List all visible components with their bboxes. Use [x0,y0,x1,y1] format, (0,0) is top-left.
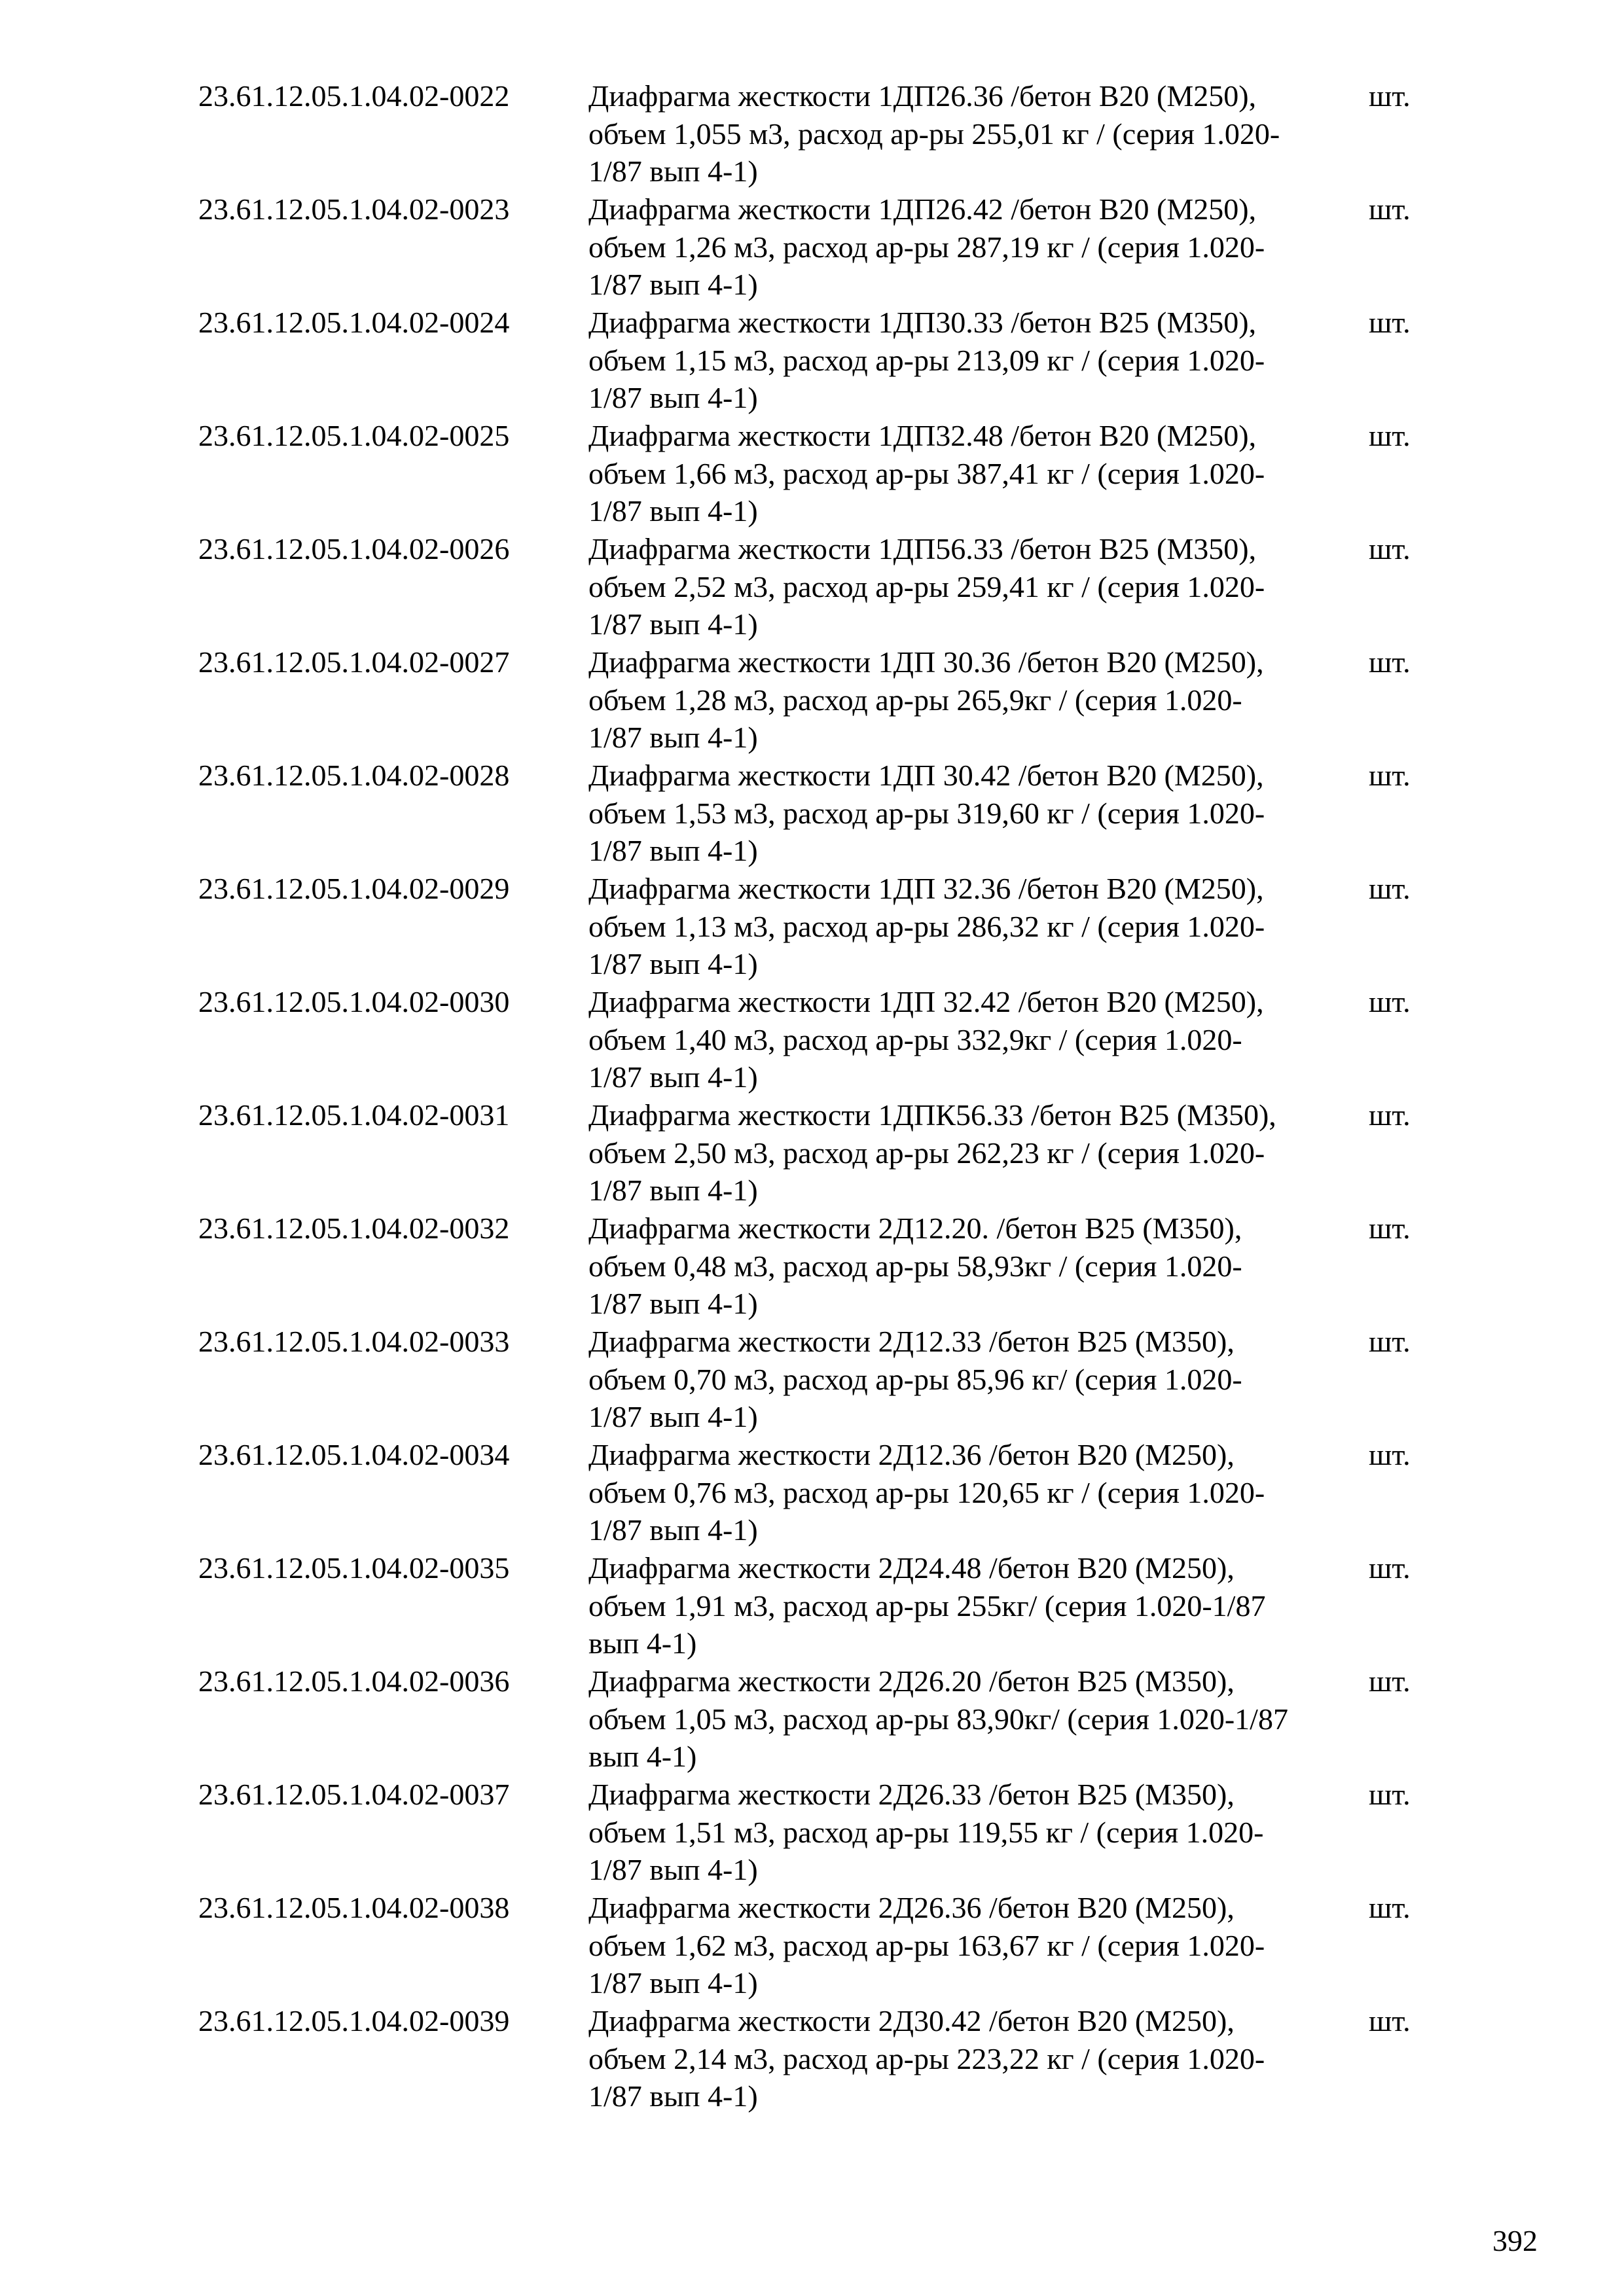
item-code: 23.61.12.05.1.04.02-0023 [198,192,510,226]
item-unit: шт. [1369,419,1411,452]
item-code: 23.61.12.05.1.04.02-0029 [198,872,510,905]
item-description: Диафрагма жесткости 2Д26.20 /бетон В25 (М350), объем 1,05 м3, расход ар-ры 83,90кг/ (серия 1.020-1/87 вып 4-1) [588,1664,1288,1774]
item-description: Диафрагма жесткости 2Д12.33 /бетон В25 (М350), объем 0,70 м3, расход ар-ры 85,96 кг/ (серия 1.020- 1/87 вып 4-1) [588,1325,1242,1434]
item-unit: шт. [1369,1438,1411,1471]
item-description: Диафрагма жесткости 2Д12.20. /бетон В25 (М350), объем 0,48 м3, расход ар-ры 58,93кг / (серия 1.020- 1/87 вып 4-1) [588,1211,1242,1321]
item-unit: шт. [1369,872,1411,905]
item-code: 23.61.12.05.1.04.02-0039 [198,2004,510,2037]
list-item [198,304,1442,417]
item-unit: шт. [1369,985,1411,1018]
item-unit: шт. [1369,306,1411,339]
item-unit: шт. [1369,1664,1411,1698]
item-description: Диафрагма жесткости 1ДП 30.42 /бетон В20 (М250), объем 1,53 м3, расход ар-ры 319,60 кг / (серия 1.020- 1/87 вып 4-1) [588,759,1265,868]
list-item [198,1210,1442,1323]
page-number: 392 [1492,2224,1538,2257]
item-code: 23.61.12.05.1.04.02-0022 [198,79,510,113]
list-item [198,417,1442,530]
list-item [198,530,1442,643]
item-unit: шт. [1369,645,1411,679]
item-description: Диафрагма жесткости 1ДП56.33 /бетон В25 (М350), объем 2,52 м3, расход ар-ры 259,41 кг / (серия 1.020- 1/87 вып 4-1) [588,532,1265,641]
item-description: Диафрагма жесткости 1ДП 32.36 /бетон В20 (М250), объем 1,13 м3, расход ар-ры 286,32 кг / (серия 1.020- 1/87 вып 4-1) [588,872,1265,981]
item-description: Диафрагма жесткости 2Д12.36 /бетон В20 (М250), объем 0,76 м3, расход ар-ры 120,65 кг / (серия 1.020- 1/87 вып 4-1) [588,1438,1265,1547]
item-code: 23.61.12.05.1.04.02-0026 [198,532,510,565]
item-unit: шт. [1369,192,1411,226]
item-unit: шт. [1369,79,1411,113]
list-item [198,983,1442,1096]
item-code: 23.61.12.05.1.04.02-0037 [198,1778,510,1811]
list-item [198,77,1442,190]
list-item [198,1549,1442,1662]
list-item [198,1436,1442,1549]
item-unit: шт. [1369,1891,1411,1924]
item-description: Диафрагма жесткости 1ДП26.36 /бетон В20 (М250), объем 1,055 м3, расход ар-ры 255,01 кг / (серия 1.020- 1/87 вып 4-1) [588,79,1280,188]
item-description: Диафрагма жесткости 1ДП26.42 /бетон В20 (М250), объем 1,26 м3, расход ар-ры 287,19 кг / (серия 1.020- 1/87 вып 4-1) [588,192,1265,302]
item-code: 23.61.12.05.1.04.02-0028 [198,759,510,792]
list-item [198,1323,1442,1436]
price-list [198,77,1442,2115]
item-unit: шт. [1369,2004,1411,2037]
item-description: Диафрагма жесткости 1ДП30.33 /бетон В25 (М350), объем 1,15 м3, расход ар-ры 213,09 кг / (серия 1.020- 1/87 вып 4-1) [588,306,1265,415]
item-code: 23.61.12.05.1.04.02-0025 [198,419,510,452]
item-code: 23.61.12.05.1.04.02-0024 [198,306,510,339]
item-unit: шт. [1369,1098,1411,1132]
item-code: 23.61.12.05.1.04.02-0033 [198,1325,510,1358]
item-code: 23.61.12.05.1.04.02-0027 [198,645,510,679]
item-description: Диафрагма жесткости 1ДП 30.36 /бетон В20 (М250), объем 1,28 м3, расход ар-ры 265,9кг / (серия 1.020- 1/87 вып 4-1) [588,645,1264,755]
item-code: 23.61.12.05.1.04.02-0035 [198,1551,510,1585]
list-item [198,757,1442,870]
item-description: Диафрагма жесткости 1ДПК56.33 /бетон В25 (М350), объем 2,50 м3, расход ар-ры 262,23 кг / (серия 1.020- 1/87 вып 4-1) [588,1098,1276,1208]
list-item [198,1662,1442,1776]
item-code: 23.61.12.05.1.04.02-0036 [198,1664,510,1698]
item-unit: шт. [1369,1211,1411,1245]
item-description: Диафрагма жесткости 2Д30.42 /бетон В20 (М250), объем 2,14 м3, расход ар-ры 223,22 кг / (серия 1.020- 1/87 вып 4-1) [588,2004,1265,2113]
item-unit: шт. [1369,1325,1411,1358]
list-item [198,870,1442,983]
item-unit: шт. [1369,759,1411,792]
item-code: 23.61.12.05.1.04.02-0038 [198,1891,510,1924]
item-code: 23.61.12.05.1.04.02-0034 [198,1438,510,1471]
list-item [198,1776,1442,1889]
item-description: Диафрагма жесткости 2Д26.33 /бетон В25 (М350), объем 1,51 м3, расход ар-ры 119,55 кг / (серия 1.020- 1/87 вып 4-1) [588,1778,1264,1887]
item-unit: шт. [1369,532,1411,565]
item-description: Диафрагма жесткости 2Д26.36 /бетон В20 (М250), объем 1,62 м3, расход ар-ры 163,67 кг / (серия 1.020- 1/87 вып 4-1) [588,1891,1265,2000]
item-unit: шт. [1369,1778,1411,1811]
list-item [198,643,1442,757]
item-code: 23.61.12.05.1.04.02-0030 [198,985,510,1018]
item-description: Диафрагма жесткости 1ДП32.48 /бетон В20 (М250), объем 1,66 м3, расход ар-ры 387,41 кг / (серия 1.020- 1/87 вып 4-1) [588,419,1265,528]
list-item [198,2002,1442,2115]
item-description: Диафрагма жесткости 1ДП 32.42 /бетон В20 (М250), объем 1,40 м3, расход ар-ры 332,9кг / (серия 1.020- 1/87 вып 4-1) [588,985,1264,1094]
item-code: 23.61.12.05.1.04.02-0031 [198,1098,510,1132]
item-description: Диафрагма жесткости 2Д24.48 /бетон В20 (М250), объем 1,91 м3, расход ар-ры 255кг/ (серия 1.020-1/87 вып 4-1) [588,1551,1266,1660]
list-item [198,190,1442,304]
item-unit: шт. [1369,1551,1411,1585]
list-item [198,1096,1442,1210]
list-item [198,1889,1442,2002]
item-code: 23.61.12.05.1.04.02-0032 [198,1211,510,1245]
